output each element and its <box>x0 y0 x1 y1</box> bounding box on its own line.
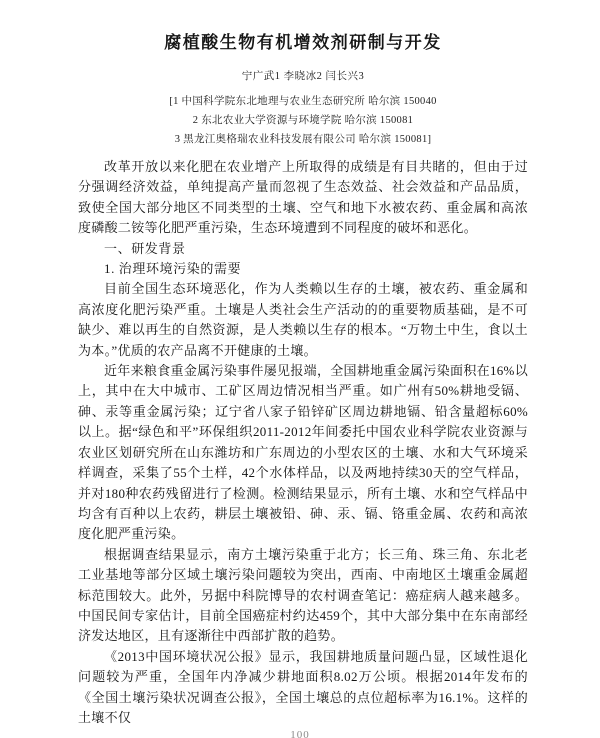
affiliation-line-3: 3 黑龙江奥格瑞农业科技发展有限公司 哈尔滨 150081] <box>174 134 432 145</box>
section-heading-1: 一、研发背景 <box>104 240 186 256</box>
paragraph-heavy-metal-pollution: 近年来粮食重金属污染事件屡见报端，全国耕地重金属污染面积在16%以上，其中在大中城市、工矿区周边情况相当严重。如广州有50%耕地受镉、砷、汞等重金属污染；辽宁省八家子铅锌矿区周边耕地镉、铅含量超标60%以上。据“绿色和平”环保组织2011-2012年间委托中国农业科学院农业资源与农业区划研究所在山东潍坊和广东周边的小型农区的土壤、水和大气环境采样调查，采集了55个土样，42个水体样品，以及两地持续30天的空气样品，并对180种农药残留进行了检测。检测结果显示，所有土壤、水和空气样品中均含有百种以上农药，耕层土壤被铅、砷、汞、镉、铬重金属、农药和高浓度化肥严重污染。 <box>78 363 528 542</box>
document-title: 腐植酸生物有机增效剂研制与开发 <box>164 33 442 52</box>
affiliation-line-1: [1 中国科学院东北地理与农业生态研究所 哈尔滨 150040 <box>169 96 437 107</box>
page-number: 100 <box>290 729 310 738</box>
paragraph-bulletin-2013: 《2013中国环境状况公报》显示，我国耕地质量问题凸显，区域性退化问题较为严重，全国年内净减少耕地面积8.02万公顷。根据2014年发布的《全国土壤污染状况调查公报》，全国土壤总的点位超标率为16.1%。这样的土壤不仅 <box>78 648 528 725</box>
subsection-heading-1: 1. 治理环境污染的需要 <box>104 261 242 277</box>
paragraph-soil-environment: 目前全国生态环境恶化，作为人类赖以生存的土壤，被农药、重金属和高浓度化肥污染严重。土壤是人类社会生产活动的的重要物质基础，是不可缺少、难以再生的自然资源，是人类赖以生存的根本。“万物土中生，食以土为本。”优质的农产品离不开健康的土壤。 <box>78 281 528 358</box>
paragraph-intro: 改革开放以来化肥在农业增产上所取得的成绩是有目共睹的，但由于过分强调经济效益，单纯提高产量而忽视了生态效益、社会效益和产品品质，致使全国大部分地区不同类型的土壤、空气和地下水被农药、重金属和高浓度磷酸二铵等化肥严重污染，生态环境遭到不同程度的破坏和恶化。 <box>78 159 528 236</box>
affiliations-block <box>78 92 528 149</box>
affiliation-line-2: 2 东北农业大学资源与环境学院 哈尔滨 150081 <box>192 115 414 126</box>
paragraph-survey-results: 根据调查结果显示，南方土壤污染重于北方；长三角、珠三角、东北老工业基地等部分区域土壤污染问题较为突出，西南、中南地区土壤重金属超标范围较大。此外，另据中科院博导的农村调查笔记：癌症病人越来越多。中国民间专家估计，目前全国癌症村约达459个，其中大部分集中在东南部经济发达地区，且有逐渐往中西部扩散的趋势。 <box>78 546 528 644</box>
document-body <box>78 157 528 728</box>
authors-line: 宁广武1 李晓冰2 闫长兴3 <box>241 71 365 82</box>
